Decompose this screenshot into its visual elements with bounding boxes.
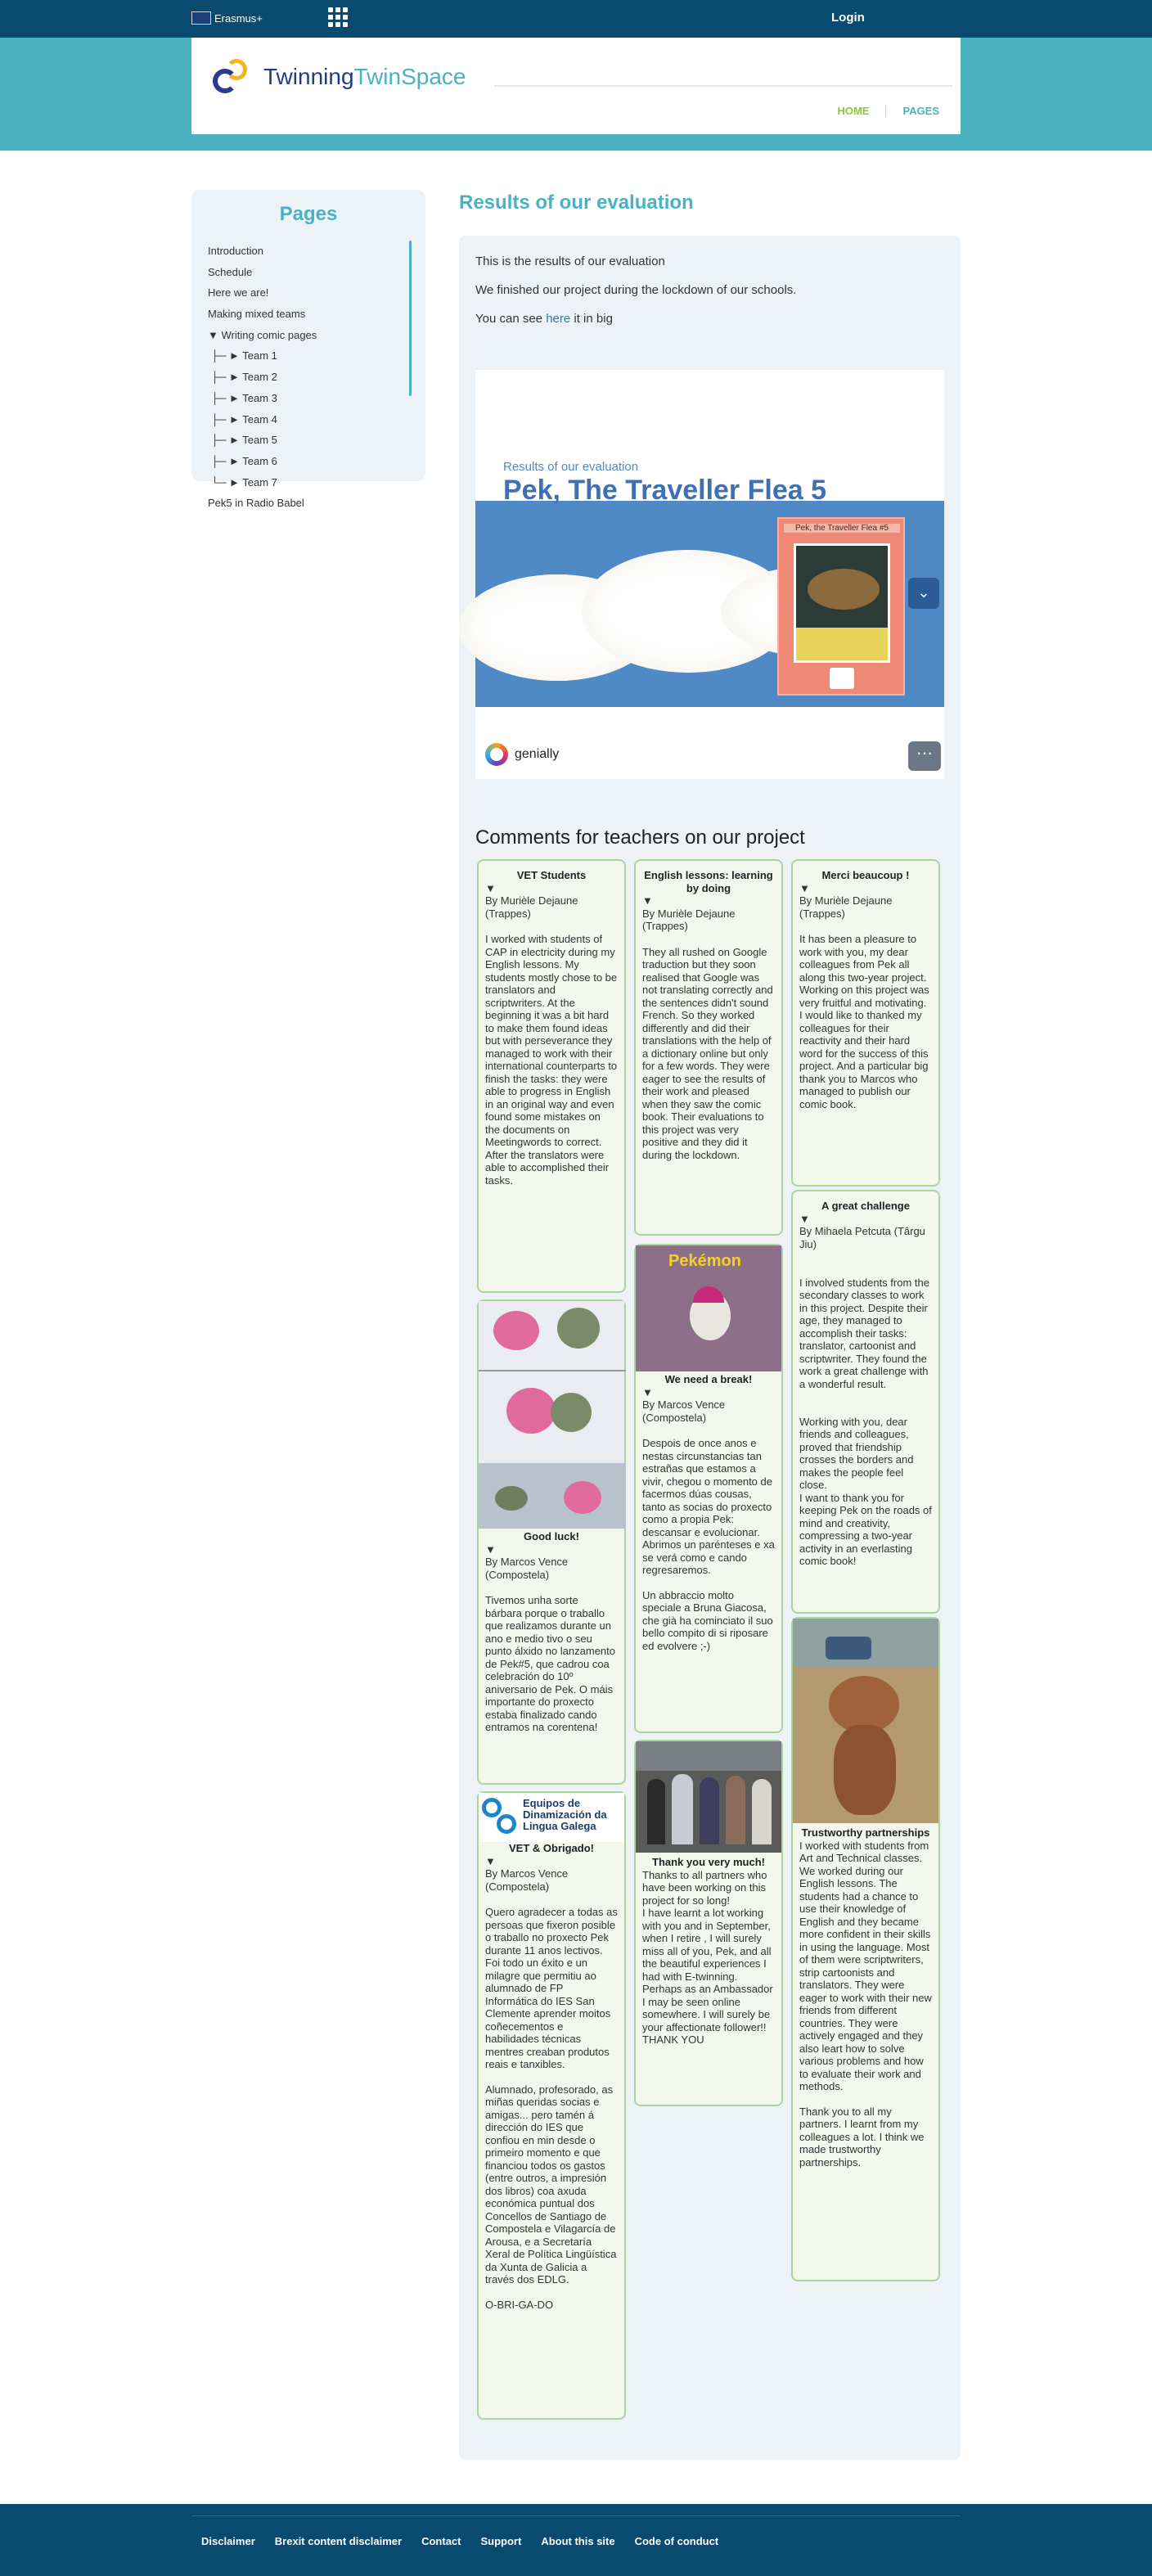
pages-sidebar [191, 190, 425, 510]
card-title: We need a break! [664, 1373, 753, 1385]
card-text-3: O-BRI-GA-DO [485, 2298, 554, 2311]
card-title: VET Students [516, 869, 587, 881]
main-nav [837, 105, 939, 117]
intro-line-1: This is the results of our evaluation [475, 254, 665, 268]
comment-card-merci-beaucoup [791, 859, 940, 1187]
card-author: By Marcos Vence (Compostela) [485, 1556, 569, 1581]
sidebar-item-team-3[interactable]: ├─ ► Team 3 [211, 391, 277, 404]
intro-line-3: You can see here it in big [475, 312, 613, 326]
comment-card-thank-you [634, 1740, 783, 2106]
card-text-1: Quero agradecer a todas as persoas que fixeron posible o traballo no proxecto Pek durante 11 anos lectivos. Foi todo un éxito e un milagre que permitiu ao alumnado de FP Informática do IES San Clemente aprender moitos coñecementos e habilidades técnicas mentres creaban produtos reais e tanxibles. [485, 1906, 618, 2070]
nav-home[interactable]: HOME [837, 105, 870, 117]
card-text-1: I involved students from the secondary classes to work in this project. Despite their age, they managed to accomplish their tasks: translator, cartoonist and scriptwriter. They found the work a great challenge with a wonderful result. [799, 1276, 929, 1390]
sidebar-item-here-we-are[interactable]: Here we are! [208, 286, 269, 299]
card-title: Trustworthy partnerships [801, 1826, 930, 1839]
comment-card-good-luck [477, 1299, 626, 1785]
header-divider [494, 85, 952, 87]
card-text-2: Working with you, dear friends and colleagues, proved that friendship crosses the borders and makes the people feel close. I want to thank you for keeping Pek on the roads of mind and creativity, compressing a two-year activity in an everlasting comic book! [799, 1415, 932, 1567]
sidebar-item-team-4[interactable]: ├─ ► Team 4 [211, 412, 277, 426]
genially-embed[interactable] [475, 370, 944, 779]
sidebar-item-introduction[interactable]: Introduction [208, 245, 263, 257]
card-author: By Marcos Vence (Compostela) [485, 1867, 569, 1893]
sidebar-item-team-7[interactable]: └─ ► Team 7 [211, 475, 277, 489]
genially-logo-icon [485, 743, 508, 766]
card-text-1: Despois de once anos e nestas circunstancias tan estrañas que estamos a vivir, chegou o momento de facermos dúas cousas, tanto as socias do proxecto como a propia Pek: descansar e evolucionar. Abrimos un parénteses e xa se verá como e cando regresaremos. [642, 1437, 775, 1576]
edlg-logo-text: Equipos de Dinamización da Lingua Galega [523, 1797, 607, 1832]
footer-code-of-conduct[interactable]: Code of conduct [634, 2535, 719, 2547]
card-author: By Mihaela Petcuta (Târgu Jiu) [799, 1225, 925, 1250]
comment-card-english-lessons [634, 859, 783, 1236]
sidebar-scrollbar[interactable] [409, 241, 412, 396]
sidebar-item-radio-babel[interactable]: Pek5 in Radio Babel [208, 497, 304, 510]
card-author: By Murièle Dejaune (Trappes) [642, 907, 736, 932]
footer-about[interactable]: About this site [541, 2535, 615, 2547]
twinspace-logo[interactable] [209, 54, 466, 100]
expand-arrow-icon[interactable]: ▼ [485, 1854, 496, 1867]
intro-line-2: We finished our project during the lockdown of our schools. [475, 283, 797, 297]
login-link[interactable]: Login [831, 11, 865, 25]
expand-arrow-icon[interactable]: ▼ [485, 1542, 496, 1556]
flea-cartoon-image [793, 1619, 938, 1823]
erasmus-link[interactable] [191, 11, 263, 25]
sidebar-item-writing-comic-pages[interactable]: ▼ Writing comic pages [208, 328, 317, 341]
card-title: Merci beaucoup ! [821, 869, 910, 881]
apps-grid-icon[interactable] [328, 7, 348, 27]
edlg-logo [479, 1793, 624, 1842]
sidebar-item-team-1[interactable]: ├─ ► Team 1 [211, 349, 277, 363]
comment-card-we-need-a-break [634, 1244, 783, 1733]
footer-contact[interactable]: Contact [421, 2535, 461, 2547]
nav-pages[interactable]: PAGES [902, 105, 939, 117]
here-link[interactable]: here [546, 312, 571, 326]
card-text-1: I worked with students from Art and Technical classes. We worked during our English lessons. The students had a chance to use their knowledge of English and they became more confident in their skills in using the language. Most of them were scriptwriters, strip cartoonists and translators. They were eager to work with their new friends from different countries. They were actively engaged and they also leart how to solve various problems and how to evaluate their work and methods. [799, 1839, 932, 2092]
genially-title: Pek, The Traveller Flea 5 [503, 475, 827, 506]
logo-twinspace: TwinSpace [353, 64, 466, 89]
card-title: Thank you very much! [652, 1856, 765, 1868]
expand-arrow-icon[interactable]: ▼ [642, 1385, 653, 1398]
header-card [191, 38, 961, 134]
intro-text [475, 254, 796, 340]
footer [0, 2504, 1152, 2576]
sidebar-item-schedule[interactable]: Schedule [208, 265, 253, 278]
comment-card-vet-obrigado [477, 1791, 626, 2420]
card-text: It has been a pleasure to work with you, my dear colleagues from Pek all along this two-year project. Working on this project was very fruitful and motivating. I would like to thanked my colleagues for their reactivity and their hard word for the success of this project. And a particular big thank you to Marcos who managed to publish our comic book. [799, 933, 929, 1110]
page-title: Results of our evaluation [459, 191, 694, 214]
comment-card-vet-students [477, 859, 626, 1293]
footer-disclaimer[interactable]: Disclaimer [201, 2535, 255, 2547]
card-title: Good luck! [524, 1530, 579, 1542]
nav-separator [885, 106, 886, 117]
card-text-2: Alumnado, profesorado, as miñas queridas socias e amigas... pero tamén á dirección do IES que confiou en min desde o primeiro momento e que financiou todos os gastos (entre outros, a impresión dos libros) coa axuda económica puntual dos Concellos de Santiago de Compostela e Vilagarcía de Arousa, e a Secretaría Xeral de Política Lingüística da Xunta de Galicia a través dos EDLG. [485, 2083, 617, 2286]
genially-slide [475, 370, 944, 707]
card-text: I worked with students of CAP in electricity during my English lessons. My students mostly chose to be translators and scriptwriters. At the beginning it was a bit hard to make them found ideas but with perseverance they managed to work with their international counterparts to finish the tasks: they were able to progress in English in an original way and even found some mistakes on the documents on Meetingwords to correct. After the translators were able to accomplished their tasks. [485, 933, 618, 1187]
card-title: VET & Obrigado! [509, 1842, 594, 1854]
comments-heading: Comments for teachers on our project [475, 826, 805, 849]
main-content [459, 236, 961, 2460]
more-options-icon[interactable]: ⋯ [908, 741, 941, 771]
sidebar-item-mixed-teams[interactable]: Making mixed teams [208, 308, 306, 321]
twinning-logo-icon [209, 54, 259, 100]
genially-brand-label: genially [515, 747, 560, 761]
card-text: Thanks to all partners who have been working on this project for so long! I have learnt a lot working with you and in September, when I retire , I will surely miss all of you, Pek, and all the beautiful experiences I had with E-twinning. Perhaps as an Ambassador I may be seen online somewhere. I will surely be your affectionate follower!! THANK YOU [642, 1868, 773, 2046]
twinning-badge-icon [830, 668, 854, 689]
erasmus-label: Erasmus+ [214, 11, 263, 25]
pekemon-image [636, 1245, 781, 1371]
top-bar [0, 0, 1152, 38]
card-text: Tivemos unha sorte bárbara porque o traballo que realizamos durante un ano e medio tivo o seu punto álxido no lanzamento de Pek#5, que cadrou coa celebración do 10º aniversario de Pek. O máis importante do proxecto estaba finalizado cando entramos na corentena! [485, 1594, 616, 1733]
gear-icon [497, 1814, 516, 1834]
expand-arrow-icon[interactable]: ▼ [799, 881, 810, 894]
group-photo [636, 1741, 781, 1853]
comment-card-great-challenge [791, 1190, 940, 1614]
footer-support[interactable]: Support [480, 2535, 522, 2547]
comment-card-trustworthy-partnerships [791, 1617, 940, 2281]
card-text-2: Un abbraccio molto speciale a Bruna Giacosa, che già ha cominciato il suo bello compito di si riposare ed evolvere ;-) [642, 1588, 773, 1652]
sidebar-item-team-6[interactable]: ├─ ► Team 6 [211, 454, 277, 467]
pages-list [208, 241, 404, 514]
genially-participants-value: 6 teachers and 30 students [503, 534, 651, 547]
genially-participants-label: Participants : [503, 516, 574, 529]
expand-arrow-icon[interactable]: ▼ [642, 894, 653, 907]
card-title: A great challenge [821, 1200, 910, 1212]
genially-subtitle: Results of our evaluation [503, 460, 639, 474]
card-text-2: Thank you to all my partners. I learnt from my colleagues a lot. I think we made trustworthy partnerships. [799, 2105, 925, 2168]
card-text: They all rushed on Google traduction but they soon realised that Google was not translating correctly and the sentences didn't sound French. So they worked differently and did their translations with the help of a dictionary online but only for a few words. They were eager to see the results of their work and pleased when they saw the comic book. Their evaluations to this project was very positive and they did it during the lockdown. [642, 945, 773, 1161]
comic-cover-image [777, 517, 905, 696]
card-title: English lessons: learning by doing [644, 869, 773, 894]
comic-strip-image [479, 1301, 624, 1529]
card-author: By Murièle Dejaune (Trappes) [485, 894, 578, 920]
expand-arrow-icon[interactable]: ▼ [799, 1212, 810, 1225]
pekemon-logo: Pekémon [668, 1252, 741, 1270]
chevron-down-icon[interactable]: ⌄ [908, 578, 939, 609]
comic-cover-title: Pek, the Traveller Flea #5 [784, 524, 900, 533]
logo-twinning: Twinning [263, 64, 354, 89]
gear-icon [482, 1798, 502, 1817]
sidebar-title: Pages [279, 203, 338, 225]
sidebar-item-team-5[interactable]: ├─ ► Team 5 [211, 434, 277, 447]
sidebar-item-team-2[interactable]: ├─ ► Team 2 [211, 371, 277, 384]
footer-brexit-disclaimer[interactable]: Brexit content disclaimer [274, 2535, 403, 2547]
card-author: By Marcos Vence (Compostela) [642, 1398, 726, 1424]
expand-arrow-icon[interactable]: ▼ [485, 881, 496, 894]
eu-flag-icon [191, 11, 211, 25]
card-author: By Murièle Dejaune (Trappes) [799, 894, 893, 920]
genially-brand[interactable] [485, 743, 559, 766]
